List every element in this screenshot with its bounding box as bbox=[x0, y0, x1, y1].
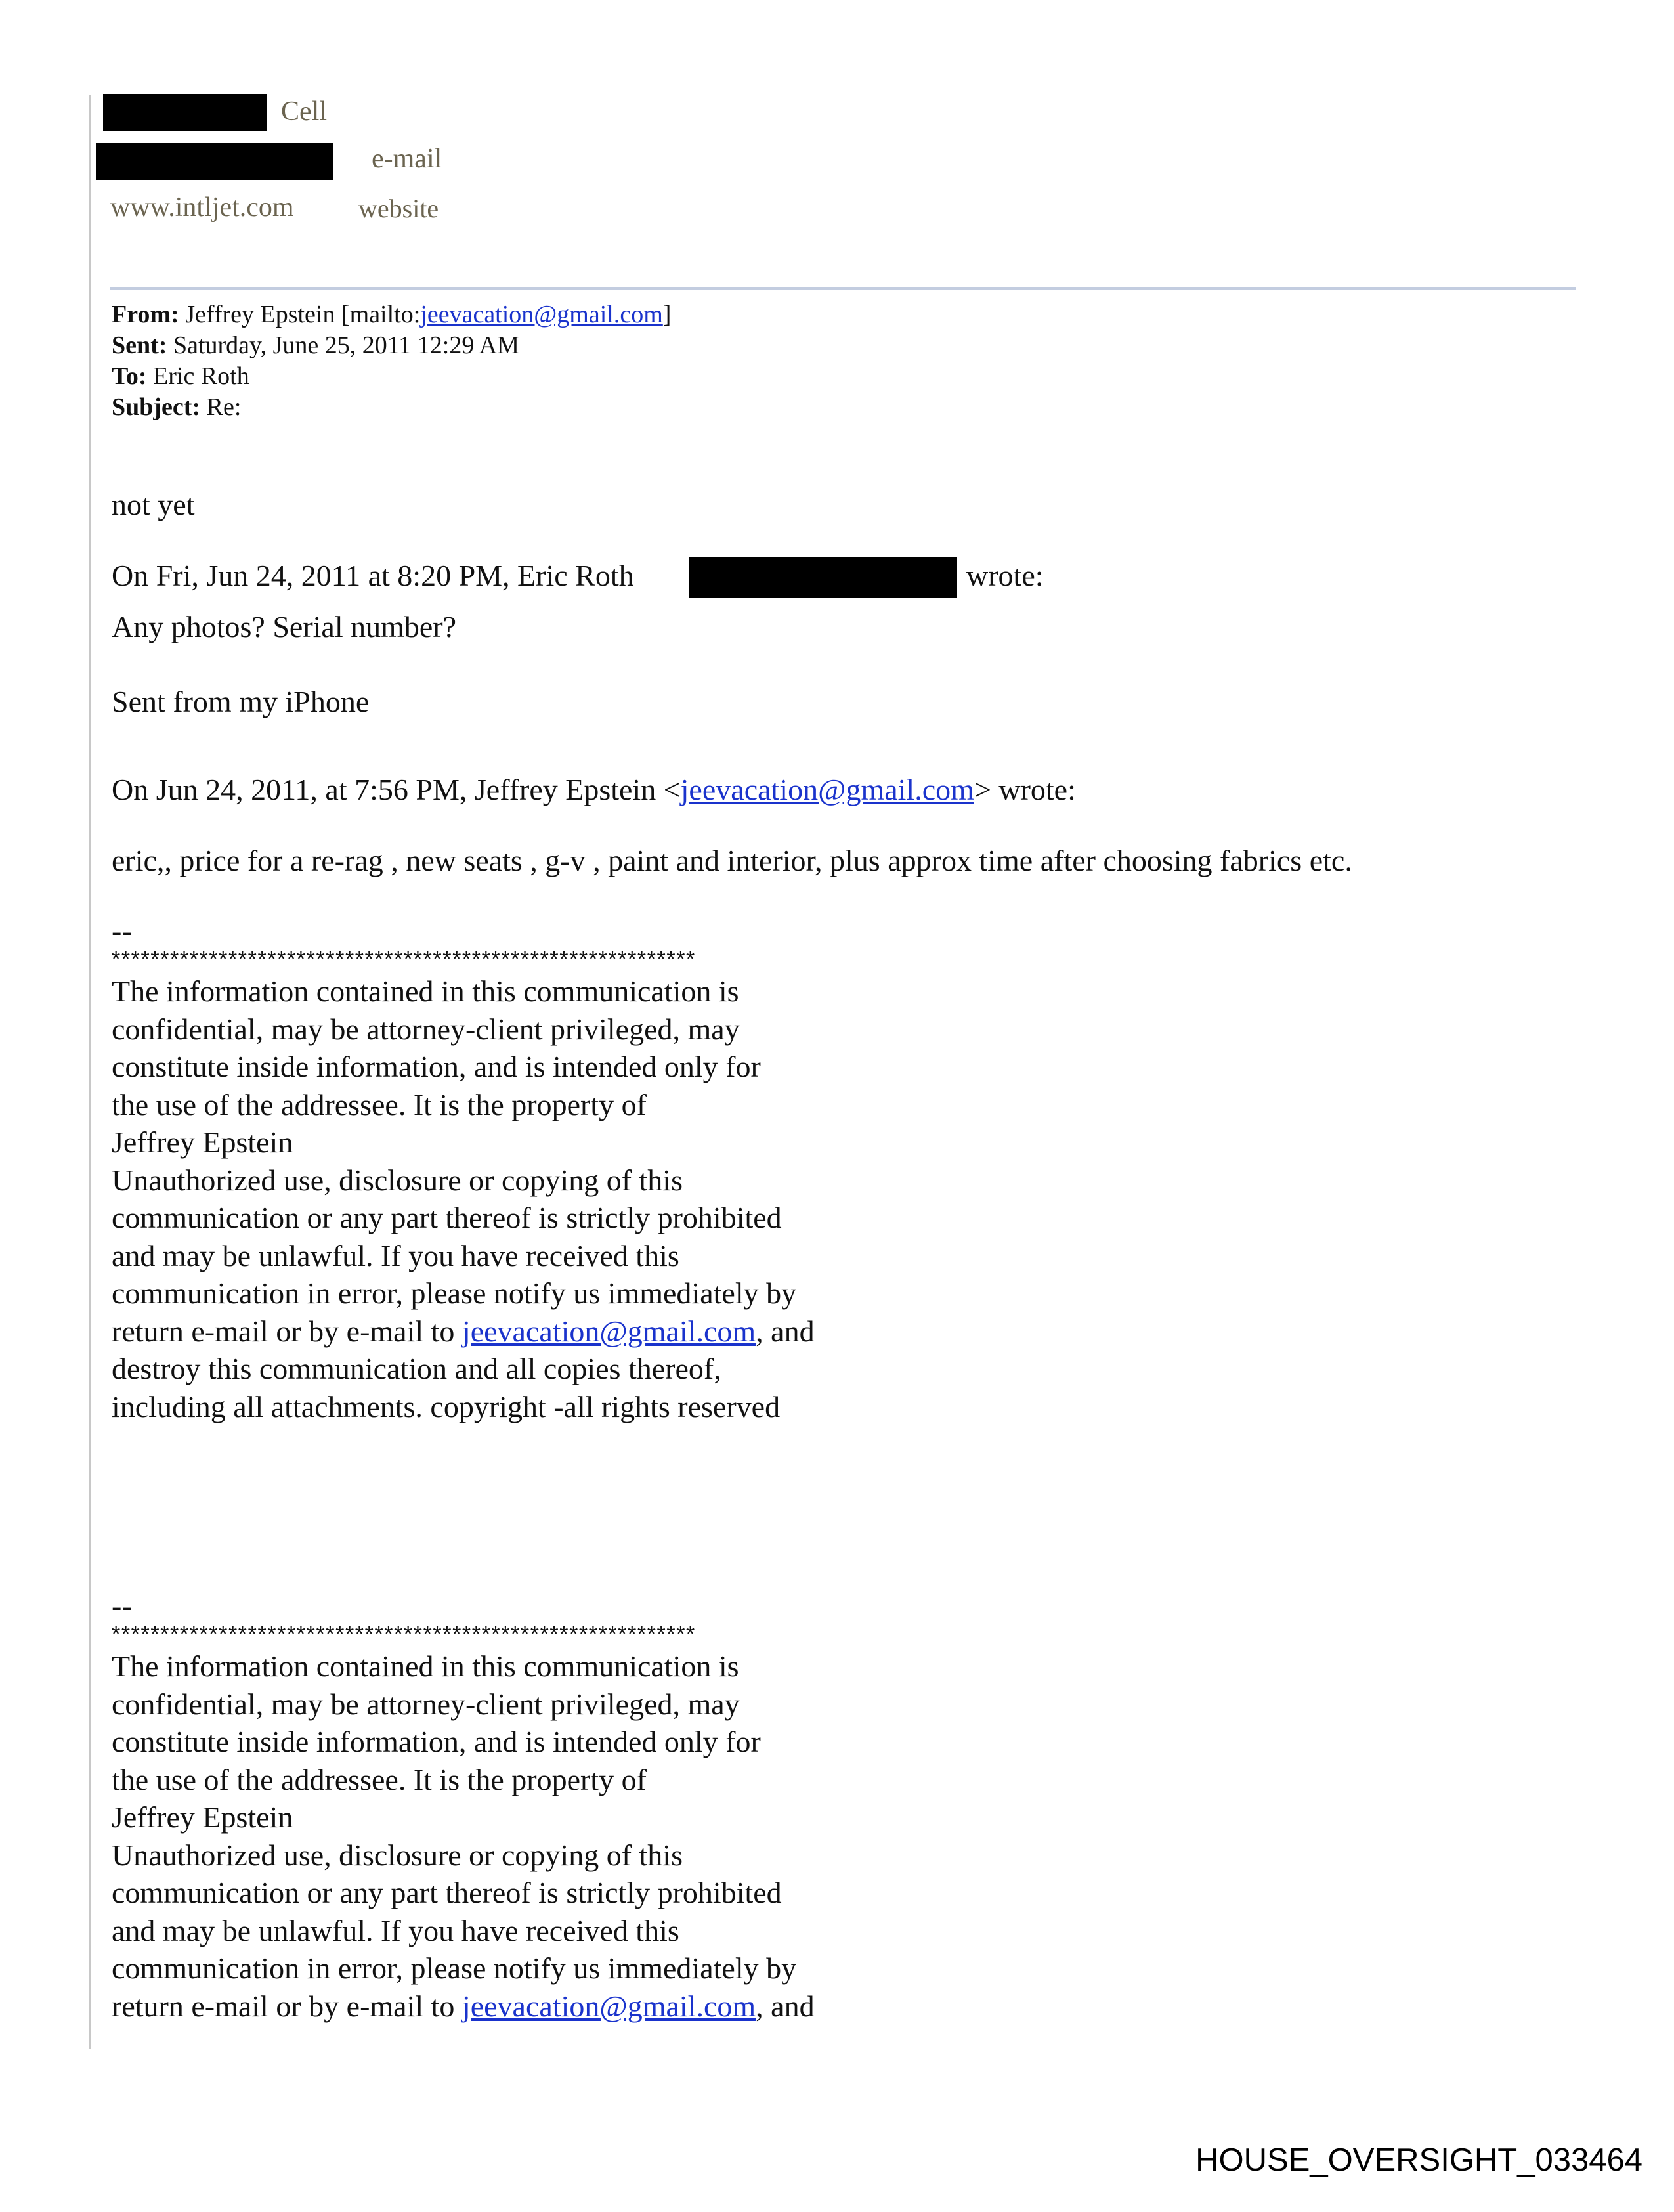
from-label: From: bbox=[112, 301, 179, 328]
disclaimer-line: The information contained in this communication is bbox=[112, 974, 739, 1008]
disclaimer-return-line bbox=[112, 1987, 815, 2026]
disclaimer-line: the use of the addressee. It is the property of bbox=[112, 1087, 647, 1121]
from-email-link[interactable]: jeevacation@gmail.com bbox=[420, 301, 663, 328]
attribution-after-2: > wrote: bbox=[974, 773, 1076, 806]
sent-row bbox=[112, 330, 671, 361]
redaction-box bbox=[689, 557, 957, 598]
disclaimer-block bbox=[112, 1591, 815, 2025]
return-after: , and bbox=[756, 1989, 815, 2023]
disclaimer-dash: -- bbox=[112, 1589, 132, 1622]
to-value: Eric Roth bbox=[153, 362, 249, 390]
attribution-before: On Fri, Jun 24, 2011 at 8:20 PM, Eric Roth bbox=[112, 559, 634, 592]
return-after: , and bbox=[756, 1314, 815, 1348]
disclaimer-line: confidential, may be attorney-client privileged, may bbox=[112, 1687, 740, 1721]
disclaimer-stars: ************************************************************ bbox=[112, 1622, 696, 1647]
reply-text: not yet bbox=[112, 488, 195, 521]
document-id: HOUSE_OVERSIGHT_033464 bbox=[1195, 2142, 1642, 2178]
quoted-attribution-2 bbox=[112, 772, 1076, 807]
return-before: return e-mail or by e-mail to bbox=[112, 1314, 462, 1348]
email-label: e-mail bbox=[372, 144, 442, 174]
disclaimer-block bbox=[112, 916, 815, 1425]
disclaimer-line: confidential, may be attorney-client privileged, may bbox=[112, 1012, 740, 1046]
disclaimer-line: constitute inside information, and is intended only for bbox=[112, 1725, 761, 1758]
disclaimer-line: and may be unlawful. If you have received this bbox=[112, 1913, 679, 1947]
from-close: ] bbox=[662, 301, 672, 328]
disclaimer-line: constitute inside information, and is intended only for bbox=[112, 1050, 761, 1083]
disclaimer-line: The information contained in this communication is bbox=[112, 1649, 739, 1683]
disclaimer-line: communication or any part thereof is strictly prohibited bbox=[112, 1201, 782, 1234]
disclaimer-line: Jeffrey Epstein bbox=[112, 1125, 293, 1159]
disclaimer-email-link[interactable]: jeevacation@gmail.com bbox=[461, 1989, 756, 2023]
quoted-message: eric,, price for a re-rag , new seats , g-v , paint and interior, plus approx time after choosing fabrics etc. bbox=[112, 844, 1352, 877]
email-header bbox=[112, 299, 671, 423]
redaction-box bbox=[96, 143, 333, 180]
return-before: return e-mail or by e-mail to bbox=[112, 1989, 462, 2023]
disclaimer-line: communication or any part thereof is strictly prohibited bbox=[112, 1876, 782, 1909]
disclaimer-dash: -- bbox=[112, 914, 132, 947]
disclaimer-line: destroy this communication and all copies thereof, bbox=[112, 1352, 721, 1385]
sent-label: Sent: bbox=[112, 332, 167, 359]
website-url: www.intljet.com bbox=[110, 192, 294, 223]
quote-rule bbox=[89, 95, 91, 2049]
attribution-email-link[interactable]: jeevacation@gmail.com bbox=[680, 773, 974, 806]
disclaimer-line: including all attachments. copyright -all rights reserved bbox=[112, 1389, 781, 1423]
disclaimer-line: Unauthorized use, disclosure or copying of this bbox=[112, 1838, 683, 1872]
disclaimer-line: and may be unlawful. If you have received this bbox=[112, 1238, 679, 1272]
sent-value: Saturday, June 25, 2011 12:29 AM bbox=[173, 332, 519, 359]
attribution-before-2: On Jun 24, 2011, at 7:56 PM, Jeffrey Epstein < bbox=[112, 773, 681, 806]
disclaimer-line: the use of the addressee. It is the property of bbox=[112, 1762, 647, 1796]
subject-label: Subject: bbox=[112, 393, 201, 421]
quoted-line-photos: Any photos? Serial number? bbox=[112, 610, 457, 643]
quoted-attribution-1 bbox=[112, 558, 634, 593]
to-row bbox=[112, 361, 671, 392]
from-name: Jeffrey Epstein [mailto: bbox=[185, 301, 421, 328]
website-label: website bbox=[358, 194, 439, 223]
to-label: To: bbox=[112, 362, 147, 390]
disclaimer-stars: ************************************************************ bbox=[112, 947, 696, 972]
redaction-box bbox=[103, 94, 267, 131]
disclaimer-line: communication in error, please notify us immediately by bbox=[112, 1951, 797, 1985]
disclaimer-line: Jeffrey Epstein bbox=[112, 1800, 293, 1834]
disclaimer-return-line bbox=[112, 1312, 815, 1351]
from-row bbox=[112, 299, 671, 330]
quoted-line-iphone: Sent from my iPhone bbox=[112, 685, 370, 718]
attribution-after: wrote: bbox=[966, 559, 1044, 592]
cell-label: Cell bbox=[281, 97, 327, 127]
disclaimer-line: communication in error, please notify us immediately by bbox=[112, 1276, 797, 1310]
disclaimer-email-link[interactable]: jeevacation@gmail.com bbox=[461, 1314, 756, 1348]
subject-value: Re: bbox=[206, 393, 242, 421]
disclaimer-line: Unauthorized use, disclosure or copying of this bbox=[112, 1163, 683, 1197]
header-separator bbox=[110, 287, 1576, 290]
subject-row bbox=[112, 392, 671, 423]
